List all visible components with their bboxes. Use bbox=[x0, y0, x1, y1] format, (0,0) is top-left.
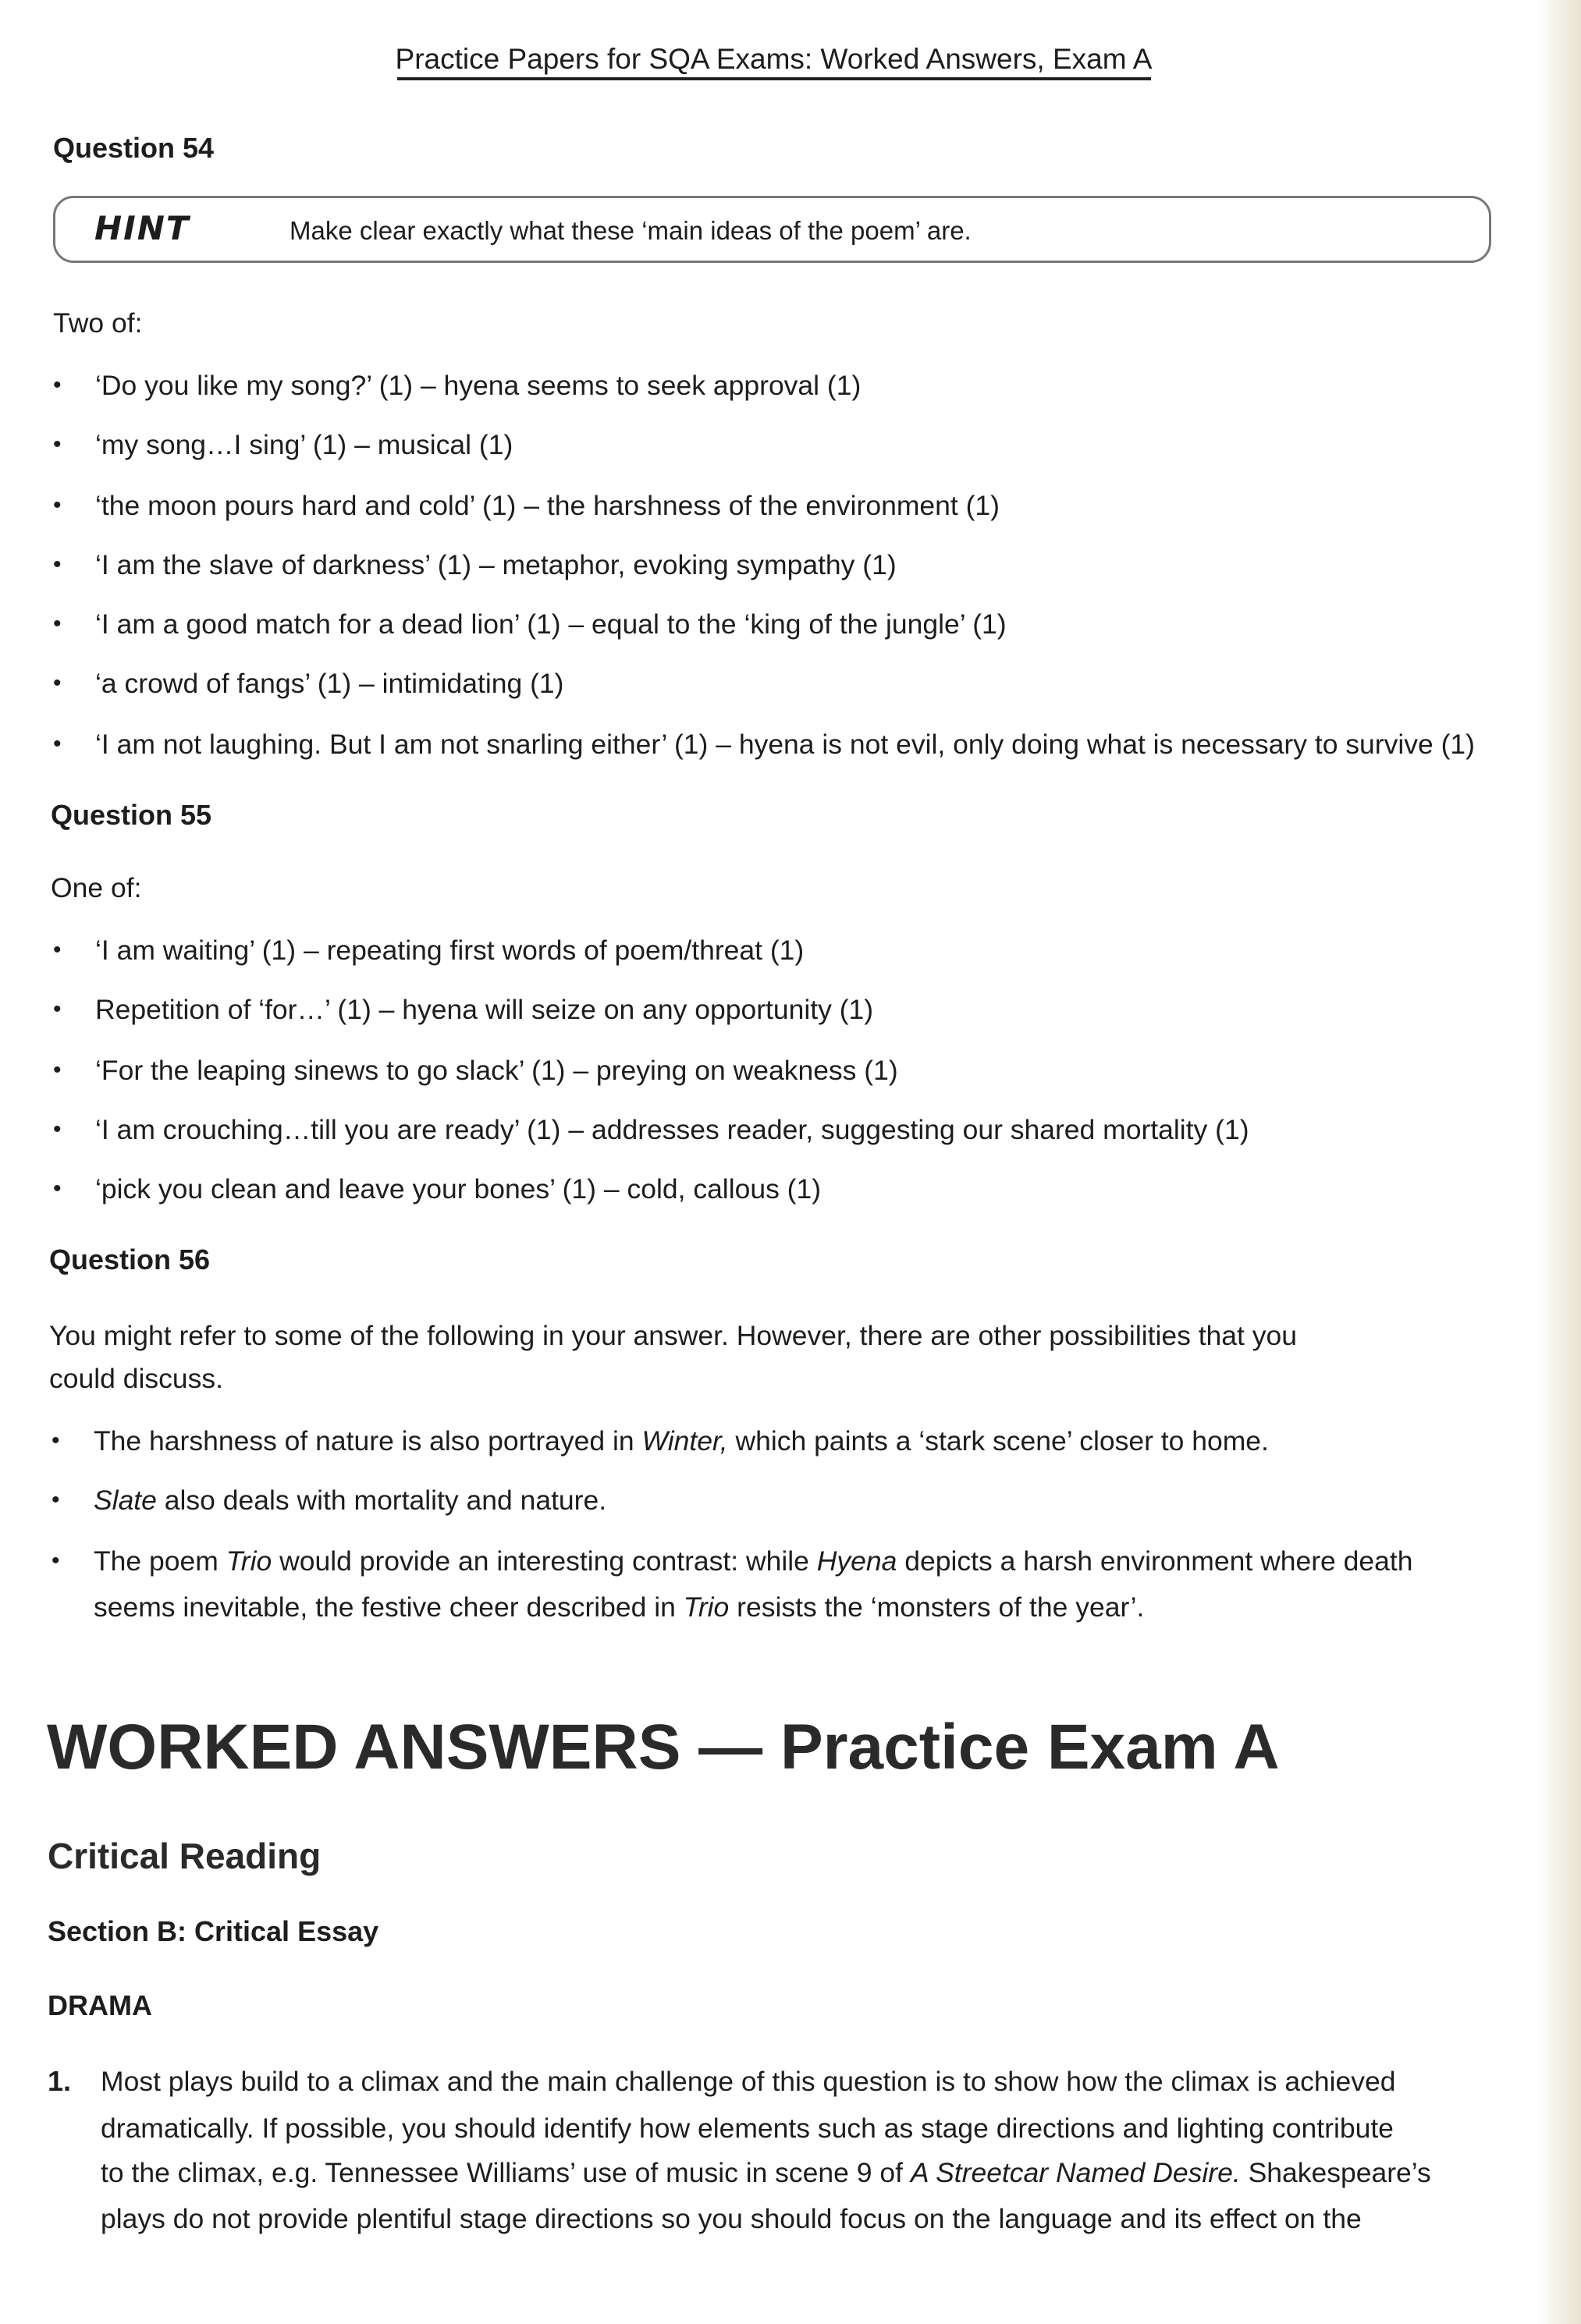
poem-title: Trio bbox=[226, 1545, 272, 1577]
list-item: ‘my song…I sing’ (1) – musical (1) bbox=[95, 429, 513, 460]
text: also deals with mortality and nature. bbox=[156, 1485, 607, 1516]
bullet-icon: • bbox=[53, 372, 62, 398]
list-item: ‘I am waiting’ (1) – repeating first words of poem/threat (1) bbox=[95, 935, 805, 966]
q56-bullet-2 bbox=[94, 1481, 606, 1519]
item-1-line-4: plays do not provide plentiful stage directions so you should focus on the language and its effect on the bbox=[101, 2203, 1362, 2234]
item-1-line-1: Most plays build to a climax and the main challenge of this question is to show how the climax is achieved bbox=[101, 2066, 1396, 2097]
play-title: A Streetcar Named Desire. bbox=[910, 2157, 1241, 2188]
poem-title: Trio bbox=[683, 1591, 730, 1623]
bullet-icon: • bbox=[52, 1487, 60, 1513]
text: to the climax, e.g. Tennessee Williams’ use of music in scene 9 of bbox=[101, 2157, 911, 2188]
item-number: 1. bbox=[48, 2065, 72, 2097]
list-item: ‘Do you like my song?’ (1) – hyena seems to seek approval (1) bbox=[95, 370, 862, 401]
list-item: ‘the moon pours hard and cold’ (1) – the harshness of the environment (1) bbox=[95, 490, 1000, 521]
bullet-icon: • bbox=[53, 731, 62, 757]
bullet-icon: • bbox=[53, 996, 62, 1022]
q56-intro-line-2: could discuss. bbox=[49, 1363, 223, 1394]
text: seems inevitable, the festive cheer described in bbox=[94, 1591, 684, 1623]
bullet-icon: • bbox=[53, 552, 62, 577]
text: Shakespeare’s bbox=[1240, 2157, 1431, 2188]
q56-bullet-3-line-1 bbox=[94, 1542, 1412, 1580]
drama-heading: DRAMA bbox=[48, 1989, 152, 2021]
page-edge-shadow bbox=[1537, 0, 1581, 2324]
text: depicts a harsh environment where death bbox=[897, 1545, 1413, 1577]
question-54-heading: Question 54 bbox=[53, 132, 215, 164]
q54-intro: Two of: bbox=[53, 307, 143, 339]
list-item: Repetition of ‘for…’ (1) – hyena will seize on any opportunity (1) bbox=[95, 994, 874, 1025]
worked-answers-title: WORKED ANSWERS — Practice Exam A bbox=[47, 1712, 1280, 1783]
list-item: ‘I am not laughing. But I am not snarling either’ (1) – hyena is not evil, only doing what is necessary to survive (1) bbox=[95, 729, 1475, 760]
item-1-line-3 bbox=[101, 2154, 1431, 2191]
text: which paints a ‘stark scene’ closer to home. bbox=[727, 1425, 1269, 1456]
list-item: ‘I am a good match for a dead lion’ (1) – equal to the ‘king of the jungle’ (1) bbox=[95, 608, 1007, 640]
list-item: ‘pick you clean and leave your bones’ (1) – cold, callous (1) bbox=[95, 1173, 822, 1205]
list-item: ‘a crowd of fangs’ (1) – intimidating (1) bbox=[95, 668, 564, 699]
section-b-heading: Section B: Critical Essay bbox=[48, 1915, 379, 1947]
bullet-icon: • bbox=[53, 611, 62, 637]
bullet-icon: • bbox=[53, 492, 62, 518]
bullet-icon: • bbox=[53, 1116, 62, 1142]
bullet-icon: • bbox=[53, 670, 62, 696]
list-item: ‘For the leaping sinews to go slack’ (1) – preying on weakness (1) bbox=[95, 1055, 898, 1086]
list-item: ‘I am crouching…till you are ready’ (1) – addresses reader, suggesting our shared mortality (1) bbox=[95, 1114, 1249, 1145]
text: would provide an interesting contrast: while bbox=[272, 1545, 817, 1577]
critical-reading-heading: Critical Reading bbox=[48, 1836, 322, 1876]
bullet-icon: • bbox=[53, 937, 62, 963]
question-56-heading: Question 56 bbox=[49, 1244, 211, 1276]
hint-box bbox=[53, 196, 1491, 263]
bullet-icon: • bbox=[53, 1057, 62, 1083]
running-header: Practice Papers for SQA Exams: Worked Answers, Exam A bbox=[395, 43, 1153, 75]
q55-intro: One of: bbox=[51, 872, 142, 903]
q56-bullet-1 bbox=[94, 1422, 1269, 1460]
hint-text: Make clear exactly what these ‘main ideas of the poem’ are. bbox=[290, 216, 972, 245]
hint-label: HINT bbox=[94, 209, 190, 247]
poem-title: Hyena bbox=[816, 1545, 897, 1577]
item-1-line-2: dramatically. If possible, you should identify how elements such as stage directions and lighting contribute bbox=[101, 2113, 1394, 2144]
poem-title: Slate bbox=[94, 1485, 157, 1516]
text: resists the ‘monsters of the year’. bbox=[729, 1591, 1145, 1623]
text: The poem bbox=[94, 1545, 226, 1577]
q56-bullet-3-line-2 bbox=[94, 1588, 1144, 1626]
poem-title: Winter, bbox=[641, 1425, 728, 1456]
header-underline bbox=[397, 77, 1151, 80]
q56-intro-line-1: You might refer to some of the following in your answer. However, there are other possibilities that you bbox=[49, 1320, 1298, 1351]
bullet-icon: • bbox=[53, 431, 62, 457]
text: The harshness of nature is also portrayed in bbox=[94, 1425, 642, 1456]
bullet-icon: • bbox=[53, 1176, 62, 1201]
bullet-icon: • bbox=[52, 1428, 60, 1453]
list-item: ‘I am the slave of darkness’ (1) – metaphor, evoking sympathy (1) bbox=[95, 549, 897, 580]
question-55-heading: Question 55 bbox=[51, 799, 212, 831]
bullet-icon: • bbox=[52, 1548, 60, 1574]
